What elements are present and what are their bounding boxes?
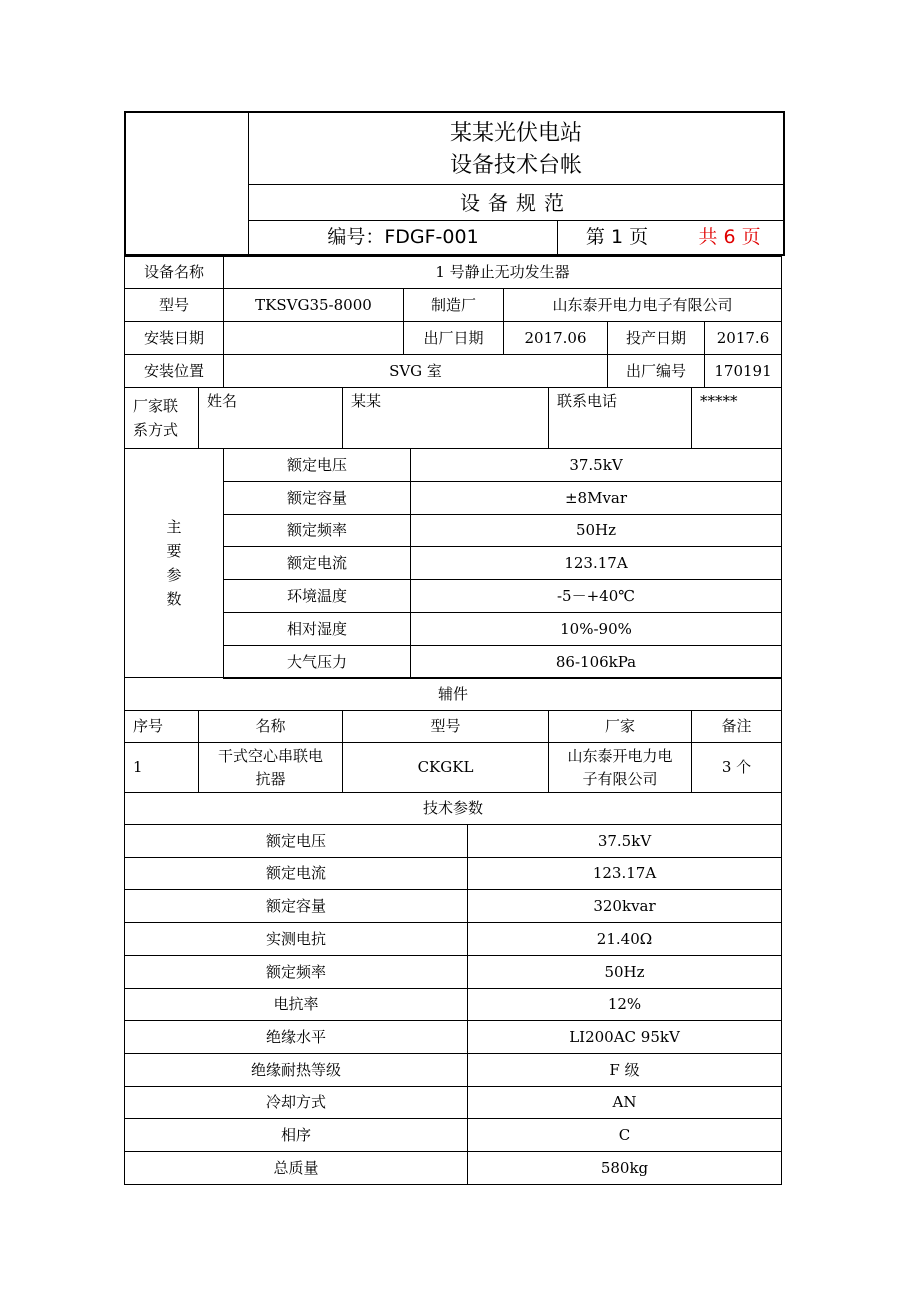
tech-param-value: 580kg [467, 1151, 782, 1185]
acc-row-model: CKGKL [342, 742, 549, 793]
device-name-value: 1 号静止无功发生器 [223, 256, 782, 289]
main-param-name: 环境温度 [223, 579, 411, 613]
tech-param-value: 21.40Ω [467, 922, 782, 956]
main-param-value: ±8Mvar [410, 481, 782, 515]
tech-param-name: 相序 [124, 1118, 468, 1152]
tech-param-value: LI200AC 95kV [467, 1020, 782, 1054]
main-param-value: 50Hz [410, 514, 782, 547]
tech-param-name: 绝缘水平 [124, 1020, 468, 1054]
commission-date-label: 投产日期 [607, 321, 705, 355]
title-line-1: 某某光伏电站 [449, 121, 582, 146]
phone-label: 联系电话 [548, 387, 692, 449]
main-param-value: 123.17A [410, 546, 782, 580]
document-number: 编号：FDGF-001 [249, 221, 558, 254]
tech-param-name: 总质量 [124, 1151, 468, 1185]
main-param-name: 额定容量 [223, 481, 411, 515]
accessories-title: 辅件 [124, 677, 782, 711]
tech-param-value: 37.5kV [467, 824, 782, 858]
main-param-name: 相对湿度 [223, 612, 411, 646]
tech-param-value: AN [467, 1086, 782, 1119]
main-param-value: -5－+40℃ [410, 579, 782, 613]
tech-param-name: 绝缘耐热等级 [124, 1053, 468, 1087]
page-title [249, 113, 783, 185]
acc-row-no: 1 [124, 742, 199, 793]
main-params-char: 参 [166, 566, 182, 584]
contact-name-label: 姓名 [198, 387, 343, 449]
title-line-2: 设备技术台帐 [449, 153, 582, 178]
logo-area [126, 113, 249, 254]
tech-param-name: 额定频率 [124, 955, 468, 989]
install-date-value [223, 321, 404, 355]
device-name-label: 设备名称 [124, 256, 224, 289]
main-param-value: 86-106kPa [410, 645, 782, 679]
acc-header-maker: 厂家 [548, 710, 692, 743]
main-param-name: 额定频率 [223, 514, 411, 547]
model-label: 型号 [124, 288, 224, 322]
tech-param-value: 123.17A [467, 857, 782, 890]
serial-value: 170191 [704, 354, 782, 388]
acc-row-note: 3 个 [691, 742, 782, 793]
page-number: 第 1 页 [585, 226, 649, 248]
factory-date-label: 出厂日期 [403, 321, 504, 355]
tech-param-value: 50Hz [467, 955, 782, 989]
tech-param-name: 额定电流 [124, 857, 468, 890]
main-param-name: 额定电流 [223, 546, 411, 580]
tech-param-value: 320kvar [467, 889, 782, 923]
main-param-value: 37.5kV [410, 448, 782, 482]
install-date-label: 安装日期 [124, 321, 224, 355]
main-param-name: 额定电压 [223, 448, 411, 482]
acc-row-name: 干式空心串联电抗器 [198, 742, 343, 793]
contact-label [124, 387, 199, 449]
tech-param-name: 冷却方式 [124, 1086, 468, 1119]
tech-param-name: 额定电压 [124, 824, 468, 858]
location-label: 安装位置 [124, 354, 224, 388]
tech-param-name: 实测电抗 [124, 922, 468, 956]
main-param-name: 大气压力 [223, 645, 411, 679]
acc-header-no: 序号 [124, 710, 199, 743]
main-param-value: 10%-90% [410, 612, 782, 646]
model-value: TKSVG35-8000 [223, 288, 404, 322]
contact-label-line-2: 系方式 [133, 421, 179, 439]
spec-heading: 设备规范 [249, 186, 783, 221]
tech-param-value: 12% [467, 988, 782, 1021]
contact-label-line-1: 厂家联 [133, 397, 179, 415]
main-params-char: 要 [166, 542, 182, 560]
tech-param-name: 额定容量 [124, 889, 468, 923]
main-params-char: 数 [166, 590, 182, 608]
tech-param-value: F 级 [467, 1053, 782, 1087]
location-value: SVG 室 [223, 354, 608, 388]
acc-header-model: 型号 [342, 710, 549, 743]
tech-param-value: C [467, 1118, 782, 1152]
page-total: 共 6 页 [698, 226, 761, 248]
ledger-header [124, 111, 785, 256]
acc-header-note: 备注 [691, 710, 782, 743]
commission-date-value: 2017.6 [704, 321, 782, 355]
factory-date-value: 2017.06 [503, 321, 608, 355]
acc-row-maker: 山东泰开电力电子有限公司 [548, 742, 692, 793]
contact-name-value: 某某 [342, 387, 549, 449]
tech-param-name: 电抗率 [124, 988, 468, 1021]
main-params-label [124, 448, 224, 678]
tech-params-title: 技术参数 [124, 792, 782, 825]
maker-label: 制造厂 [403, 288, 504, 322]
maker-value: 山东泰开电力电子有限公司 [503, 288, 782, 322]
acc-header-name: 名称 [198, 710, 343, 743]
main-params-char: 主 [166, 518, 182, 536]
phone-value: ***** [691, 387, 782, 449]
serial-label: 出厂编号 [607, 354, 705, 388]
